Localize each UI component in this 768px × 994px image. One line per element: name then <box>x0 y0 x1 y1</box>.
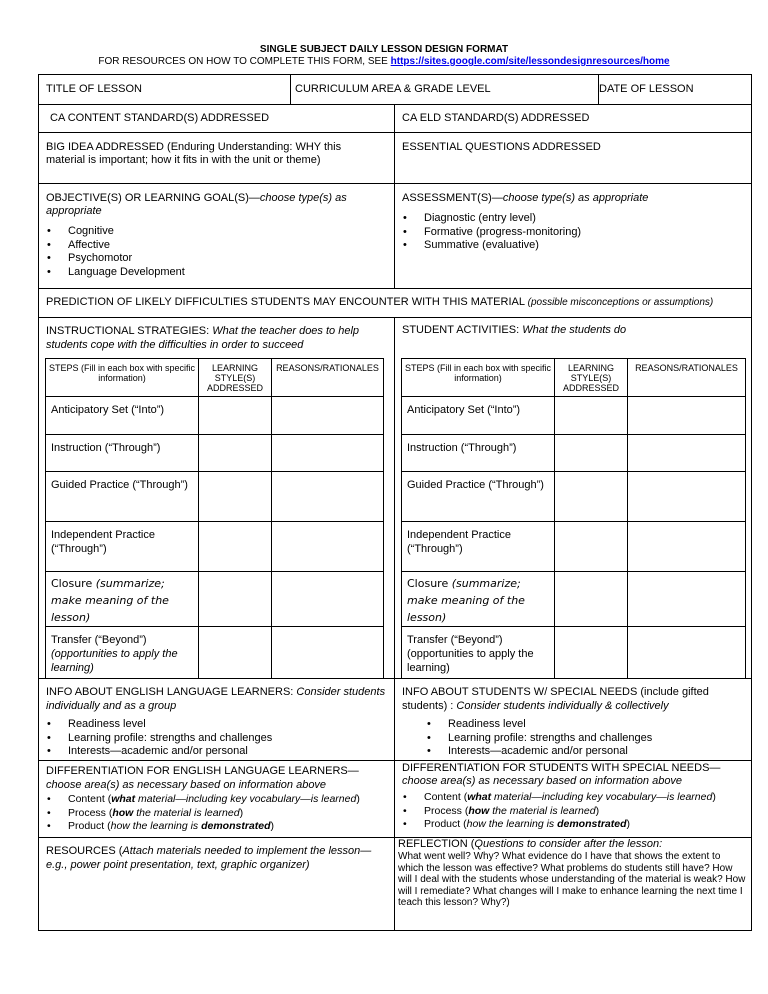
form-subtitle <box>0 56 768 67</box>
steps-header: STEPS (Fill in each box with specific information) <box>402 359 555 397</box>
objective-affective[interactable]: • Affective <box>46 239 185 253</box>
step-cell[interactable] <box>555 522 628 572</box>
step-cell[interactable] <box>628 435 746 472</box>
step-instruction: Instruction (“Through”) <box>46 435 199 472</box>
learning-style-header: LEARNING STYLE(S) ADDRESSED <box>199 359 272 397</box>
prediction-label[interactable]: PREDICTION OF LIKELY DIFFICULTIES STUDENTS MAY ENCOUNTER WITH THIS MATERIAL (possible misconceptions or assumptions) <box>46 296 714 308</box>
step-instruction: Instruction (“Through”) <box>402 435 555 472</box>
reasons-header: REASONS/RATIONALES <box>628 359 746 397</box>
step-anticipatory: Anticipatory Set (“Into”) <box>402 397 555 435</box>
step-cell[interactable] <box>628 522 746 572</box>
step-cell[interactable] <box>199 572 272 627</box>
ell-info-label[interactable]: INFO ABOUT ENGLISH LANGUAGE LEARNERS: Consider students individually and as a group <box>46 686 386 712</box>
objectives-list <box>46 225 185 279</box>
sn-interests[interactable]: • Interests—academic and/or personal <box>426 745 652 759</box>
objective-language[interactable]: • Language Development <box>46 266 185 280</box>
date-of-lesson-label[interactable]: DATE OF LESSON <box>599 83 694 95</box>
ca-eld-standard-label[interactable]: CA ELD STANDARD(S) ADDRESSED <box>402 112 590 124</box>
ca-content-standard-label[interactable]: CA CONTENT STANDARD(S) ADDRESSED <box>50 112 270 124</box>
step-cell[interactable] <box>555 472 628 522</box>
step-closure: Closure (summarize; make meaning of the lesson) <box>402 572 555 627</box>
steps-header: STEPS (Fill in each box with specific information) <box>46 359 199 397</box>
step-cell[interactable] <box>555 397 628 435</box>
subtitle-prefix: FOR RESOURCES ON HOW TO COMPLETE THIS FORM, SEE <box>98 56 391 67</box>
step-cell[interactable] <box>628 627 746 679</box>
diff-sn-product[interactable]: • Product (how the learning is demonstrated) <box>402 818 716 832</box>
step-anticipatory: Anticipatory Set (“Into”) <box>46 397 199 435</box>
objective-psychomotor[interactable]: • Psychomotor <box>46 252 185 266</box>
ell-learning-profile[interactable]: • Learning profile: strengths and challenges <box>46 732 272 746</box>
step-cell[interactable] <box>272 522 384 572</box>
reflection-label[interactable]: REFLECTION (Questions to consider after the lesson: <box>398 838 663 850</box>
title-of-lesson-label[interactable]: TITLE OF LESSON <box>46 83 142 95</box>
step-cell[interactable] <box>272 435 384 472</box>
resources-link[interactable]: https://sites.google.com/site/lessondesignresources/home <box>390 56 670 67</box>
diff-sn-label[interactable]: DIFFERENTIATION FOR STUDENTS WITH SPECIAL NEEDS—choose area(s) as necessary based on information above <box>402 762 721 787</box>
objective-cognitive[interactable]: • Cognitive <box>46 225 185 239</box>
diff-sn-content[interactable]: • Content (what material—including key vocabulary—is learned) <box>402 791 716 805</box>
step-cell[interactable] <box>628 472 746 522</box>
curriculum-label[interactable]: CURRICULUM AREA & GRADE LEVEL <box>295 83 491 95</box>
step-closure: Closure (summarize; make meaning of the lesson) <box>46 572 199 627</box>
steps-table-student <box>401 358 746 679</box>
assessment-label[interactable]: ASSESSMENT(S)—choose type(s) as appropriate <box>402 192 649 204</box>
assessment-list <box>402 212 581 253</box>
assessment-summative[interactable]: • Summative (evaluative) <box>402 239 581 253</box>
step-cell[interactable] <box>199 522 272 572</box>
step-cell[interactable] <box>555 572 628 627</box>
sn-readiness[interactable]: • Readiness level <box>426 718 652 732</box>
big-idea-label[interactable]: BIG IDEA ADDRESSED (Enduring Understanding: WHY this material is important; how it fits in with the unit or theme) <box>46 141 342 166</box>
reasons-header: REASONS/RATIONALES <box>272 359 384 397</box>
essential-questions-label[interactable]: ESSENTIAL QUESTIONS ADDRESSED <box>402 141 601 153</box>
steps-table-teacher <box>45 358 384 679</box>
instructional-strategies-label[interactable]: INSTRUCTIONAL STRATEGIES: What the teacher does to help students cope with the difficulties in order to succeed <box>46 325 360 351</box>
step-cell[interactable] <box>199 627 272 679</box>
form-title: SINGLE SUBJECT DAILY LESSON DESIGN FORMAT <box>259 44 509 55</box>
objectives-label[interactable]: OBJECTIVE(S) OR LEARNING GOAL(S)—choose type(s) as appropriate <box>46 192 347 217</box>
step-cell[interactable] <box>199 472 272 522</box>
ell-interests[interactable]: • Interests—academic and/or personal <box>46 745 272 759</box>
assessment-formative[interactable]: • Formative (progress-monitoring) <box>402 226 581 240</box>
step-cell[interactable] <box>272 572 384 627</box>
step-cell[interactable] <box>272 627 384 679</box>
sn-learning-profile[interactable]: • Learning profile: strengths and challenges <box>426 732 652 746</box>
step-cell[interactable] <box>628 397 746 435</box>
diff-sn-list <box>402 791 716 832</box>
diff-ell-content[interactable]: • Content (what material—including key vocabulary—is learned) <box>46 793 360 807</box>
step-transfer: Transfer (“Beyond”) (opportunities to apply the learning) <box>46 627 199 679</box>
step-transfer: Transfer (“Beyond”) (opportunities to apply the learning) <box>402 627 555 679</box>
step-cell[interactable] <box>555 627 628 679</box>
sn-info-label[interactable]: INFO ABOUT STUDENTS W/ SPECIAL NEEDS (include gifted students) : Consider students individually & collectively <box>402 686 709 712</box>
step-cell[interactable] <box>199 397 272 435</box>
step-cell[interactable] <box>628 572 746 627</box>
step-guided: Guided Practice (“Through”) <box>402 472 555 522</box>
reflection-questions: What went well? Why? What evidence do I have that shows the extent to which the lesson was effective? What problems do students still have? How will I deal with the students whose understanding of the material is weak? How will I remediate? What changes will I make to enhance learning the next time I teach this lesson? Why?) <box>398 851 746 909</box>
diff-ell-product[interactable]: • Product (how the learning is demonstrated) <box>46 820 360 834</box>
learning-style-header: LEARNING STYLE(S) ADDRESSED <box>555 359 628 397</box>
resources-label[interactable]: RESOURCES (Attach materials needed to implement the lesson— e.g., power point presentation, text, graphic organizer) <box>46 845 372 871</box>
step-cell[interactable] <box>199 435 272 472</box>
assessment-diagnostic[interactable]: • Diagnostic (entry level) <box>402 212 581 226</box>
step-cell[interactable] <box>272 397 384 435</box>
diff-ell-list <box>46 793 360 834</box>
diff-ell-label[interactable]: DIFFERENTIATION FOR ENGLISH LANGUAGE LEARNERS—choose area(s) as necessary based on information above <box>46 765 359 791</box>
step-guided: Guided Practice (“Through”) <box>46 472 199 522</box>
ell-readiness[interactable]: • Readiness level <box>46 718 272 732</box>
step-independent: Independent Practice (“Through”) <box>402 522 555 572</box>
ell-info-list <box>46 718 272 759</box>
diff-ell-process[interactable]: • Process (how the material is learned) <box>46 807 360 821</box>
step-independent: Independent Practice (“Through”) <box>46 522 199 572</box>
student-activities-label[interactable]: STUDENT ACTIVITIES: What the students do <box>402 324 627 336</box>
step-cell[interactable] <box>555 435 628 472</box>
diff-sn-process[interactable]: • Process (how the material is learned) <box>402 805 716 819</box>
step-cell[interactable] <box>272 472 384 522</box>
sn-info-list <box>426 718 652 759</box>
